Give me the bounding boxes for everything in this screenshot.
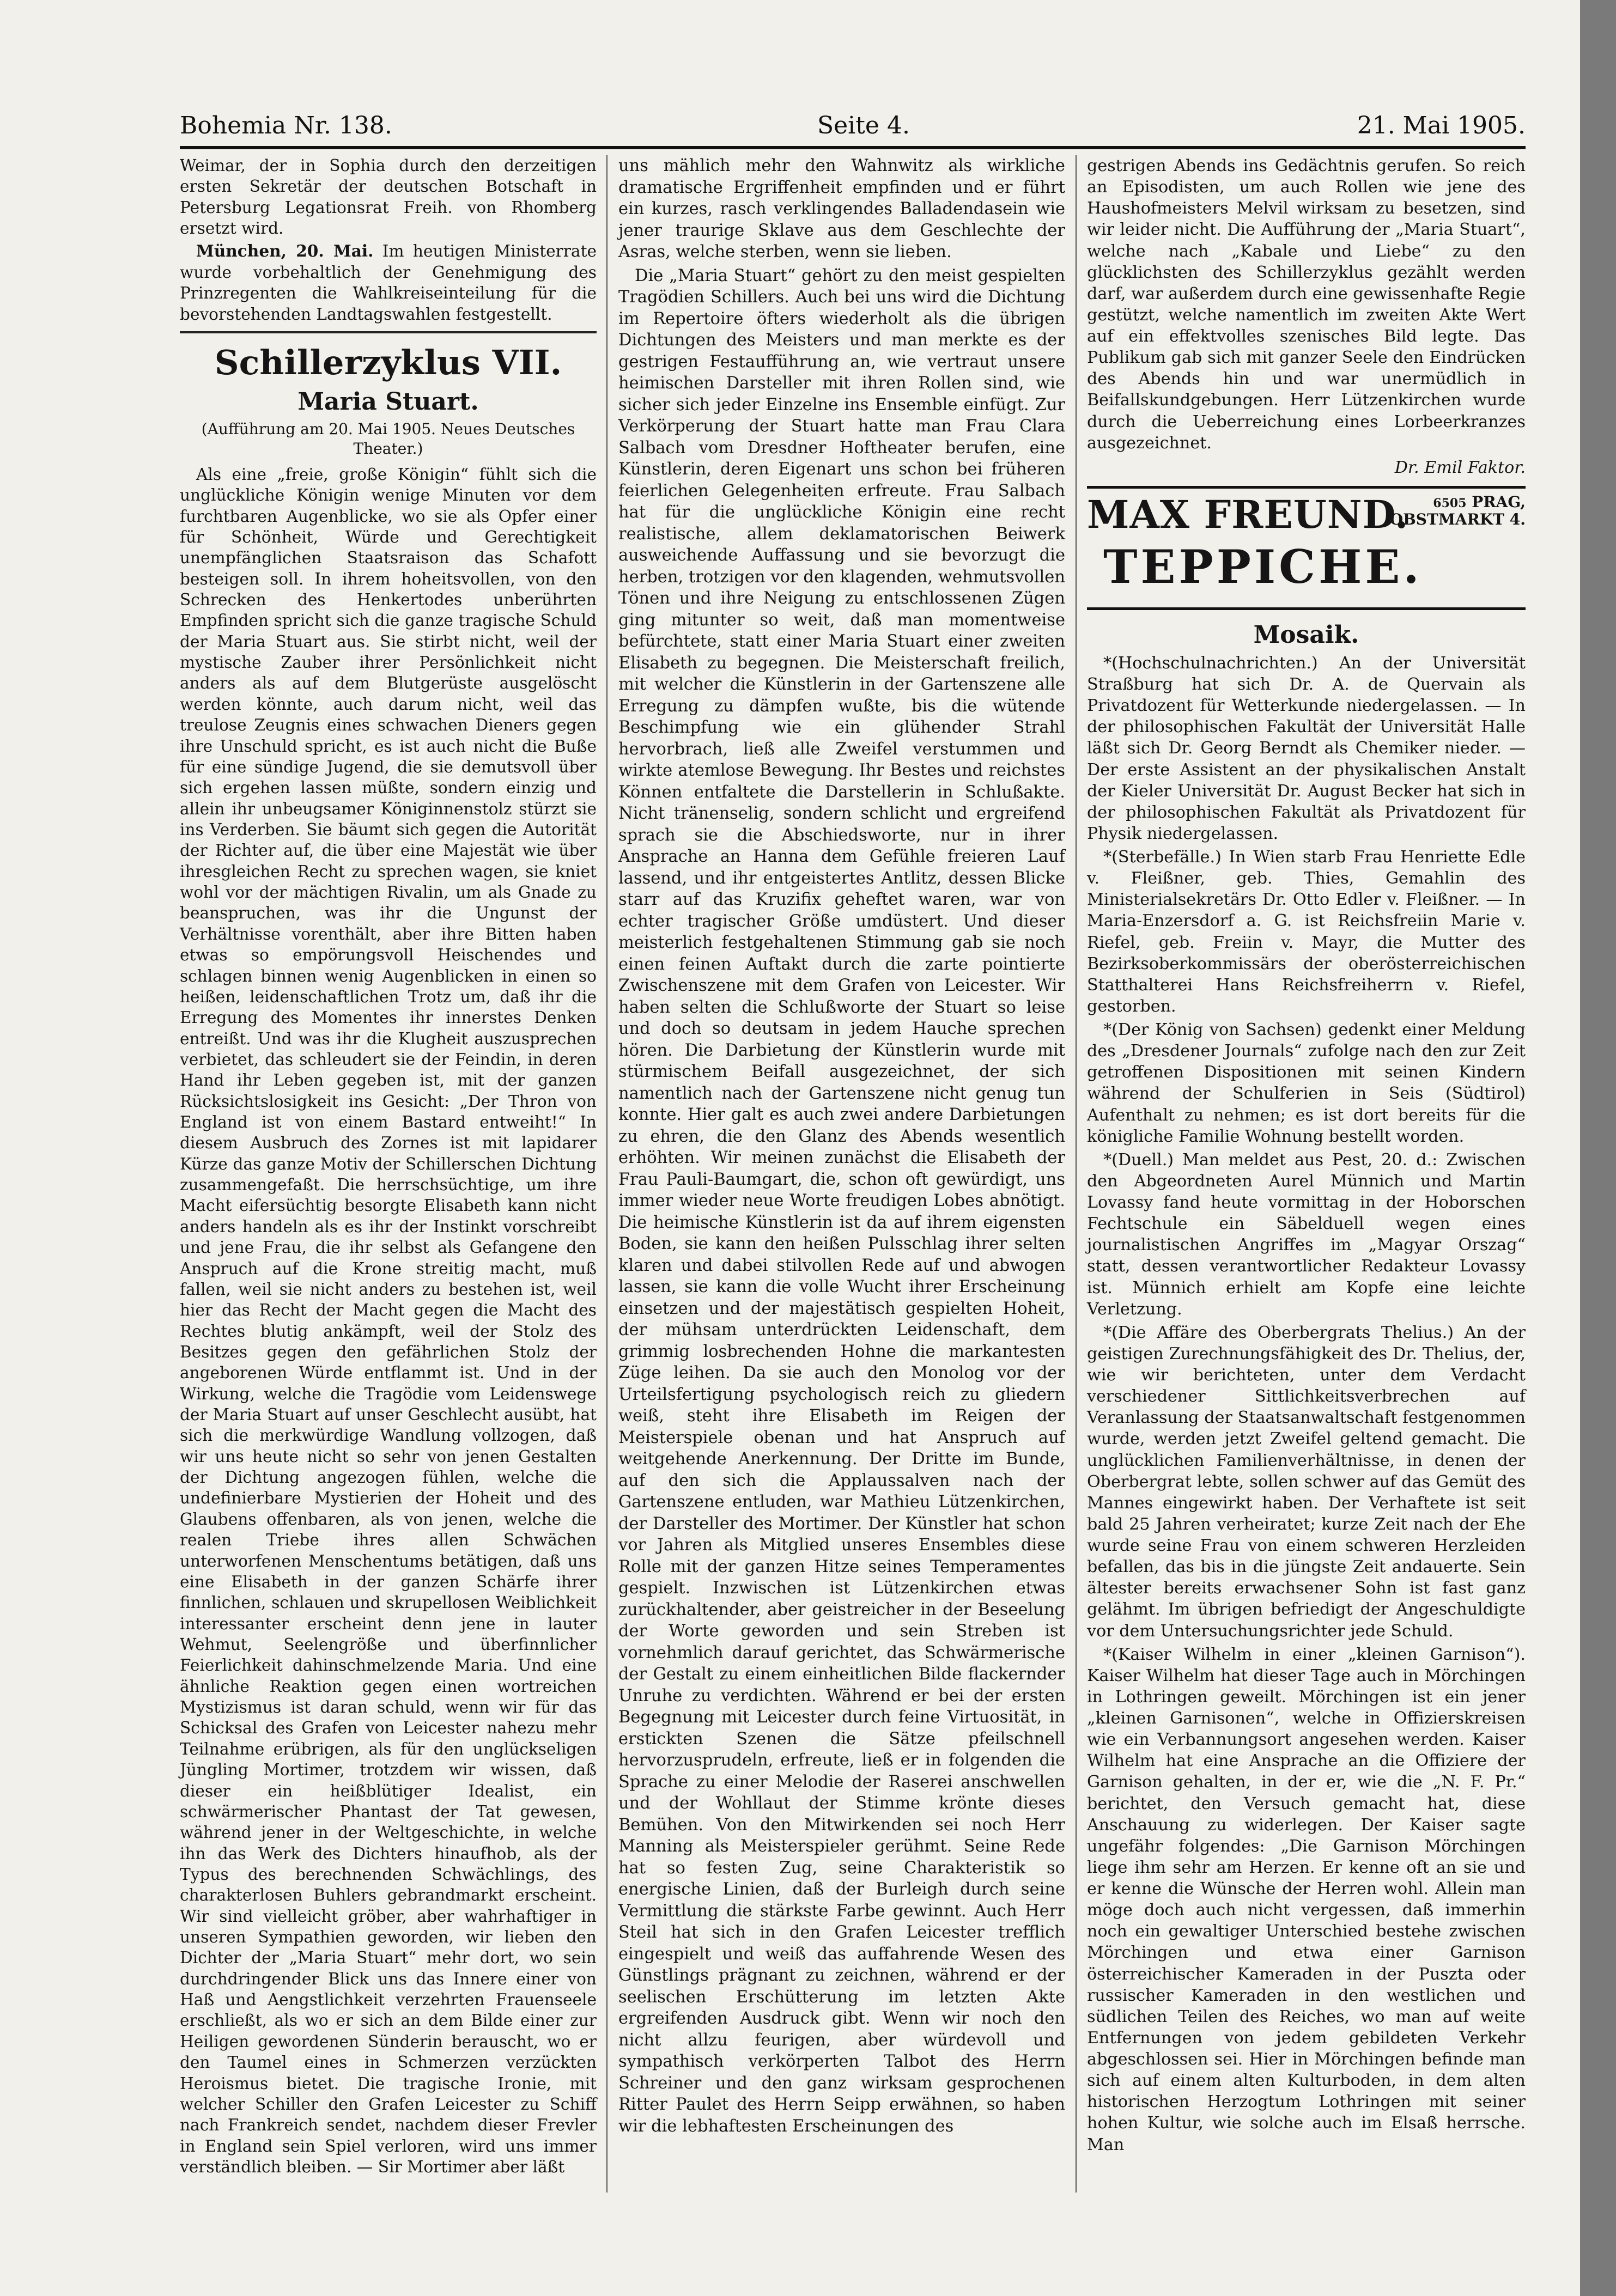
mosaic-item: *(Hochschulnachrichten.) An der Universität Straßburg hat sich Dr. A. de Quervain als Privatdozent für Wetterkunde niedergelassen. — In der philosophischen Fakultät der Universität Halle läßt sich Dr. Georg Berndt als Chemiker nieder. — Der erste Assistent an der physikalischen Anstalt der Kieler Universität Dr. August Becker hat sich in der philosophischen Fakultät als Privatdozent für Physik niedergelassen. [1087,653,1526,843]
performance-note: (Aufführung am 20. Mai 1905. Neues Deutsches Theater.) [201,419,575,458]
dateline: München, 20. Mai. [196,241,374,261]
column-2 [618,155,1065,2193]
ad-code: 6505 [1433,496,1467,510]
column-divider [606,155,607,2193]
ad-company-name: MAX FREUND. [1087,491,1409,537]
ad-street: OBSTMARKT 4. [1389,510,1526,528]
news-item [180,241,597,324]
scan-border [1580,0,1616,2296]
column-divider [1076,155,1077,2193]
masthead-issue: Bohemia Nr. 138. [180,112,392,139]
column-3 [1087,155,1526,2193]
review-paragraph: gestrigen Abends ins Gedächtnis gerufen. So reich an Episodisten, um auch Rollen wie jene des Haushofmeisters Melvil wirksam zu besetzen, sind wir leider nicht. Die Aufführung der „Maria Stuart“, welche nach „Kabale und Liebe“ zu den glücklichsten des Schillerzyklus gezählt werden darf, war außerdem durch eine gewissenhafte Regie gestützt, welche namentlich im zweiten Akte Wert auf ein effektvolles szenisches Bild legte. Das Publikum gab sich mit ganzer Seele den Eindrücken des Abends hin und war unermüdlich in Beifallskundgebungen. Herr Lützenkirchen wurde durch die Ueberreichung eines Lorbeerkranzes ausgezeichnet. [1087,156,1526,453]
mosaic-item: *(Kaiser Wilhelm in einer „kleinen Garnison“). Kaiser Wilhelm hat dieser Tage auch in Mörchingen in Lothringen geweilt. Mörchingen ist ein jener „kleinen Garnisonen“, welche in Offizierskreisen wie ein Verbannungsort angesehen werden. Kaiser Wilhelm hat eine Ansprache an die Offiziere der Garnison gehalten, in der er, wie die „N. F. Pr.“ berichtet, den Versuch gemacht hat, diese Anschauung zu widerlegen. Der Kaiser sagte ungefähr folgendes: „Die Garnison Mörchingen liege ihm sehr am Herzen. Er kenne oft an sie und er kenne die Wünsche der Herren wohl. Allein man möge doch auch nicht vergessen, daß immerhin noch ein gewaltiger Unterschied bestehe zwischen Mörchingen und etwa einer Garnison österreichischer Kameraden in der Puszta oder russischer Kameraden in den westlichen und südlichen Teilen des Reiches, wo man auf weite Entfernungen von jedem gebildeten Verkehr abgeschlossen sei. Hier in Mörchingen befinde man sich auf einem alten Kulturboden, in dem alten historischen Herzogtum Lothringen mit seiner hohen Kultur, wie solche auch im Elsaß herrsche. Man [1087,1645,1526,2154]
mosaic-item: *(Sterbefälle.) In Wien starb Frau Henriette Edle v. Fleißner, geb. Thies, Gemahlin des Ministerialsekretärs Dr. Otto Edler v. Fleißner. — In Maria-Enzersdorf a. G. ist Reichsfreiin Marie v. Riefel, geb. Freiin v. Mayr, die Mutter des Bezirksoberkommissärs der oberösterreichischen Statthalterei Hans Reichsfreiherrn v. Riefel, gestorben. [1087,848,1526,1016]
news-body: Im heutigen Ministerrate wurde vorbehaltlich der Genehmigung des Prinzregenten die Wahlkreiseinteilung für die bevorstehenden Landtagswahlen festgestellt. [180,242,597,324]
ad-city: PRAG, [1472,492,1526,511]
section-title: Mosaik. [1253,620,1359,649]
article-title: Maria Stuart. [297,387,479,416]
ad-product: TEPPICHE. [1103,539,1423,594]
section-rule [180,331,597,333]
header-rule [180,146,1526,149]
mosaic-item: *(Duell.) Man meldet aus Pest, 20. d.: Zwischen den Abgeordneten Aurel Münnich und Martin Lovassy fand heute vormittag in der Hoborschen Fechtschule ein Säbelduell wegen eines journalistischen Angriffes im „Magyar Orszag“ statt, dessen verantwortlicher Redakteur Lovassy ist. Münnich erhielt am Kopfe eine leichte Verletzung. [1087,1150,1526,1319]
ad-address [1390,494,1526,528]
review-paragraph: Die „Maria Stuart“ gehört zu den meist gespielten Tragödien Schillers. Auch bei uns wird die Dichtung im Repertoire öfters wiederholt als die übrigen Dichtungen des Meisters und man merkte es der gestrigen Festaufführung an, wie vertraut unsere heimischen Darsteller mit ihren Rollen sind, wie sicher sich jeder Einzelne ins Ensemble einfügt. Zur Verkörperung der Stuart hatte man Frau Clara Salbach vom Dresdner Hoftheater berufen, eine Künstlerin, deren Eigenart uns schon bei früheren feierlichen Gelegenheiten erfreute. Frau Salbach hat für die unglückliche Königin eine recht realistische, allem deklamatorischen Beiwerk ausweichende Auffassung und sie bevorzugt die herben, trotzigen vor den klagenden, wehmutsvollen Tönen und ihre Neigung zu entschlossenen Zügen ging mitunter so weit, daß man momentweise befürchtete, statt einer Maria Stuart einer zweiten Elisabeth zu begegnen. Die Meisterschaft freilich, mit welcher die Künstlerin in der Gartenszene alle Erregung zu dämpfen wußte, bis die wütende Beschimpfung wie ein glühender Strahl hervorbrach, ließ alle Zweifel verstummen und wirkte atemlose Bewegung. Ihr Bestes und reichstes Können entfaltete die Darstellerin in Schlußakte. Nicht tränenselig, sondern schlicht und ergreifend sprach sie die Abschiedsworte, nur in ihrer Ansprache an Hanna dem Gefühle freieren Lauf lassend, und ihr entgeistertes Antlitz, dessen Blicke starr auf das Kruzifix geheftet waren, war von echter tragischer Größe umdüstert. Und dieser meisterlich festgehaltenen Stimmung gab sie noch einen feinen Auftakt durch die zarte pointierte Zwischenszene mit dem Grafen von Leicester. Wir haben selten die Schlußworte der Stuart so leise und doch so deutsam in jedem Hauche sprechen hören. Die Darbietung der Künstlerin wurde mit stürmischem Beifall ausgezeichnet, der sich namentlich nach der Gartenszene nicht genug tun konnte. Hier galt es auch zwei andere Darbietungen zu ehren, die den Glanz des Abends wesentlich erhöhten. Wir meinen zunächst die Elisabeth der Frau Pauli-Baumgart, die, schon oft gewürdigt, uns immer wieder neue Worte freudigen Lobes abnötigt. Die heimische Künstlerin ist da auf ihrem eigensten Boden, sie kann den heißen Pulsschlag ihrer selten klaren und dabei stilvollen Rede auf und abwogen lassen, sie kann die volle Wucht ihrer Erscheinung einsetzen und der majestätisch gespielten Hoheit, der mühsam unterdrückten Leidenschaft, dem grimmig losbrechenden Hohne die markantesten Züge leihen. Da sie auch den Monolog vor der Urteilsfertigung psychologisch reich zu gliedern weiß, steht ihre Elisabeth im Reigen der Meisterspiele obenan und hat Anspruch auf weitgehende Anerkennung. Der Dritte im Bunde, auf den sich die Applaussalven nach der Gartenszene entluden, war Mathieu Lützenkirchen, der Darsteller des Mortimer. Der Künstler hat schon vor Jahren als Mitglied unseres Ensembles diese Rolle mit der ganzen Hitze seines Temperamentes gespielt. Inzwischen ist Lützenkirchen etwas zurückhaltender, aber geistreicher in der Beseelung der Worte geworden und sein Streben ist vornehmlich darauf gerichtet, das Schwärmerische der Gestalt zu einem einheitlichen Bilde flackernder Unruhe zu verdichten. Während er bei der ersten Begegnung mit Leicester durch feine Virtuosität, in erstickten Szenen die Sätze pfeilschnell hervorzusprudeln, erfreute, ließ er in folgenden die Sprache zu einer Melodie der Raserei anschwellen und der Wohllaut der Stimme krönte dieses Bemühen. Von den Mitwirkenden sei noch Herr Manning als Meisterspieler gerühmt. Seine Rede hat so festen Zug, seine Charakteristik so energische Linien, daß der Burleigh durch seine Vermittlung die stärkste Farbe gewinnt. Auch Herr Steil hat sich in den Grafen Leicester trefflich eingespielt und weiß das auffahrende Wesen des Günstlings prägnant zu zeichnen, während er der seelischen Erschütterung im letzten Akte ergreifenden Ausdruck gibt. Wenn wir noch den nicht allzu feurigen, aber würdevoll und sympathisch verkörperten Talbot des Herrn Schreiner und den ganz wirksam gesprochenen Ritter Paulet des Herrn Seipp erwähnen, so haben wir die lebhaftesten Erscheinungen des [618,266,1065,2136]
review-paragraph: uns mählich mehr den Wahnwitz als wirkliche dramatische Ergriffenheit empfinden und er führt ein kurzes, rasch verklingendes Balladendasein wie jener traurige Sklave aus dem Geschlechte der Asras, welche sterben, wenn sie lieben. [618,156,1065,261]
review-paragraph: Als eine „freie, große Königin“ fühlt sich die unglückliche Königin wenige Minuten vor dem furchtbaren Augenblicke, wo sie als Opfer einer für Schönheit, Würde und Gerechtigkeit unempfänglichen Staatsraison das Schafott besteigen soll. In ihrem hoheitsvollen, von den Schrecken des Henkertodes unberührten Empfinden spricht sich die ganze tragische Schuld der Maria Stuart aus. Sie stirbt nicht, weil der mystische Zauber ihrer Persönlichkeit nicht anders als auf dem Blutgerüste ausgelöscht werden könnte, auch darum nicht, weil das treulose Zeugnis eines schwachen Dieners gegen ihre Unschuld spricht, es ist auch nicht die Buße für eine sündige Jugend, die sie demutsvoll über sich ergehen lassen müßte, sondern einzig und allein ihr unbeugsamer Königinnenstolz stürzt sie ins Verderben. Sie bäumt sich gegen die Autorität der Richter auf, die über eine Majestät wie über ihresgleichen Recht zu sprechen wagen, sie kniet wohl vor der mächtigen Rivalin, um als Gnade zu beanspruchen, was ihr die Ungunst der Verhältnisse vorenthält, aber ihre Bitten haben etwas so empörungsvoll Heischendes und schlagen binnen wenig Augenblicken in einen so heißen, leidenschaftlichen Trotz um, daß ihr die Erregung des Momentes ihr innerstes Denken entreißt. Und was ihr die Klugheit auszusprechen verbietet, das schleudert sie der Feindin, in deren Hand ihr Leben gegeben ist, mit der ganzen Rücksichtslosigkeit ins Gesicht: „Der Thron von England ist von einem Bastard entweiht!“ In diesem Ausbruch des Zornes ist mit lapidarer Kürze das ganze Motiv der Schillerschen Dichtung zusammengefaßt. Die herrschsüchtige, um ihre Macht eifersüchtig besorgte Elisabeth kann nicht anders handeln als es ihr der Instinkt vorschreibt und jene Frau, die ihr selbst als Gefangene den Anspruch auf die Krone streitig macht, muß fallen, weil sie nicht anders zu bestehen ist, weil hier das Recht der Macht gegen die Macht des Rechtes blutig ankämpft, weil der Stolz des Besitzes gegen den gefährlichen Stolz der angeborenen Würde entflammt ist. Und in der Wirkung, welche die Tragödie vom Leidenswege der Maria Stuart auf unser Geschlecht ausübt, hat sich die merkwürdige Wandlung vollzogen, daß wir uns heute nicht so sehr von jenen Gestalten der Dichtung angezogen fühlen, welche die undefinierbare Mystierien der Hoheit und des Glaubens offenbaren, als von jenen, welche die realen Triebe ihres allen Schwächen unterworfenen Menschentums betätigen, daß uns eine Elisabeth in der ganzen Schärfe ihrer finnlichen, schlauen und skrupellosen Weiblichkeit interessanter erscheint denn jene in lauter Wehmut, Seelengröße und überfinnlicher Feierlichkeit dahinschmelzende Maria. Und eine ähnliche Reaktion gegen einen wortreichen Mystizismus ist daran schuld, wenn wir für das Schicksal des Grafen von Leicester nahezu mehr Teilnahme erübrigen, als für den unglückseligen Jüngling Mortimer, trotzdem wir wissen, daß dieser ein heißblütiger Idealist, ein schwärmerischer Phantast der Tat gewesen, während jener in der Weltgeschichte, in welche ihn das Werk des Dichters hinaufhob, als der Typus des berechnenden Schwächlings, des charakterlosen Buhlers gebrandmarkt erscheint. Wir sind vielleicht gröber, aber wahrhaftiger in unseren Sympathien geworden, wir lieben den Dichter der „Maria Stuart“ mehr dort, wo sein durchdringender Blick uns das Innere einer von Haß und Aengstlichkeit verzehrten Frauenseele erschließt, als wo er sich an dem Bilde einer zur Heiligen gewordenen Sünderin berauscht, wo er den Taumel eines in Schmerzen verzückten Heroismus bietet. Die tragische Ironie, mit welcher Schiller den Grafen Leicester zu Schiff nach Frankreich sendet, nachdem dieser Frevler in England sein Spiel verloren, wird uns immer verständlich bleiben. — Sir Mortimer aber läßt [180,465,597,2176]
continued-paragraph: Weimar, der in Sophia durch den derzeitigen ersten Sekretär der deutschen Botschaft in Petersburg Legationsrat Freih. von Rhomberg ersetzt wird. [180,156,597,238]
review-signature: Dr. Emil Faktor. [1394,458,1526,477]
section-title: Schillerzyklus VII. [214,342,562,382]
mosaic-item: *(Die Affäre des Oberbergrats Thelius.) An der geistigen Zurechnungsfähigkeit des Dr. Thelius, der, wie wir berichteten, unter dem Verdacht verschiedener Sittlichkeitsverbrechen auf Veranlassung der Staatsanwaltschaft festgenommen wurde, werden jetzt Zweifel geltend gemacht. Die unglücklichen Familienverhältnisse, in denen der Oberbergrat lebte, sollen schwer auf das Gemüt des Mannes eingewirkt haben. Der Verhaftete ist seit bald 25 Jahren verheiratet; kurze Zeit nach der Ehe wurde seine Frau von einem schweren Herzleiden befallen, das bis in die jüngste Zeit andauerte. Sein ältester bereits erwachsener Sohn ist fast ganz gelähmt. Im übrigen befriedigt der Angeschuldigte vor dem Untersuchungsrichter jede Schuld. [1087,1323,1526,1641]
issue-date: 21. Mai 1905. [1357,112,1526,139]
page-number: Seite 4. [817,112,910,139]
mosaic-item: *(Der König von Sachsen) gedenkt einer Meldung des „Dresdener Journals“ zufolge nach den zur Zeit getroffenen Dispositionen mit seinen Kindern während der Schulferien in Seis (Südtirol) Aufenthalt zu nehmen; es ist dort bereits für die königliche Familie Wohnung bestellt worden. [1087,1020,1526,1146]
column-1 [180,155,597,2193]
page-header [180,112,1526,144]
advertisement [1087,486,1526,610]
